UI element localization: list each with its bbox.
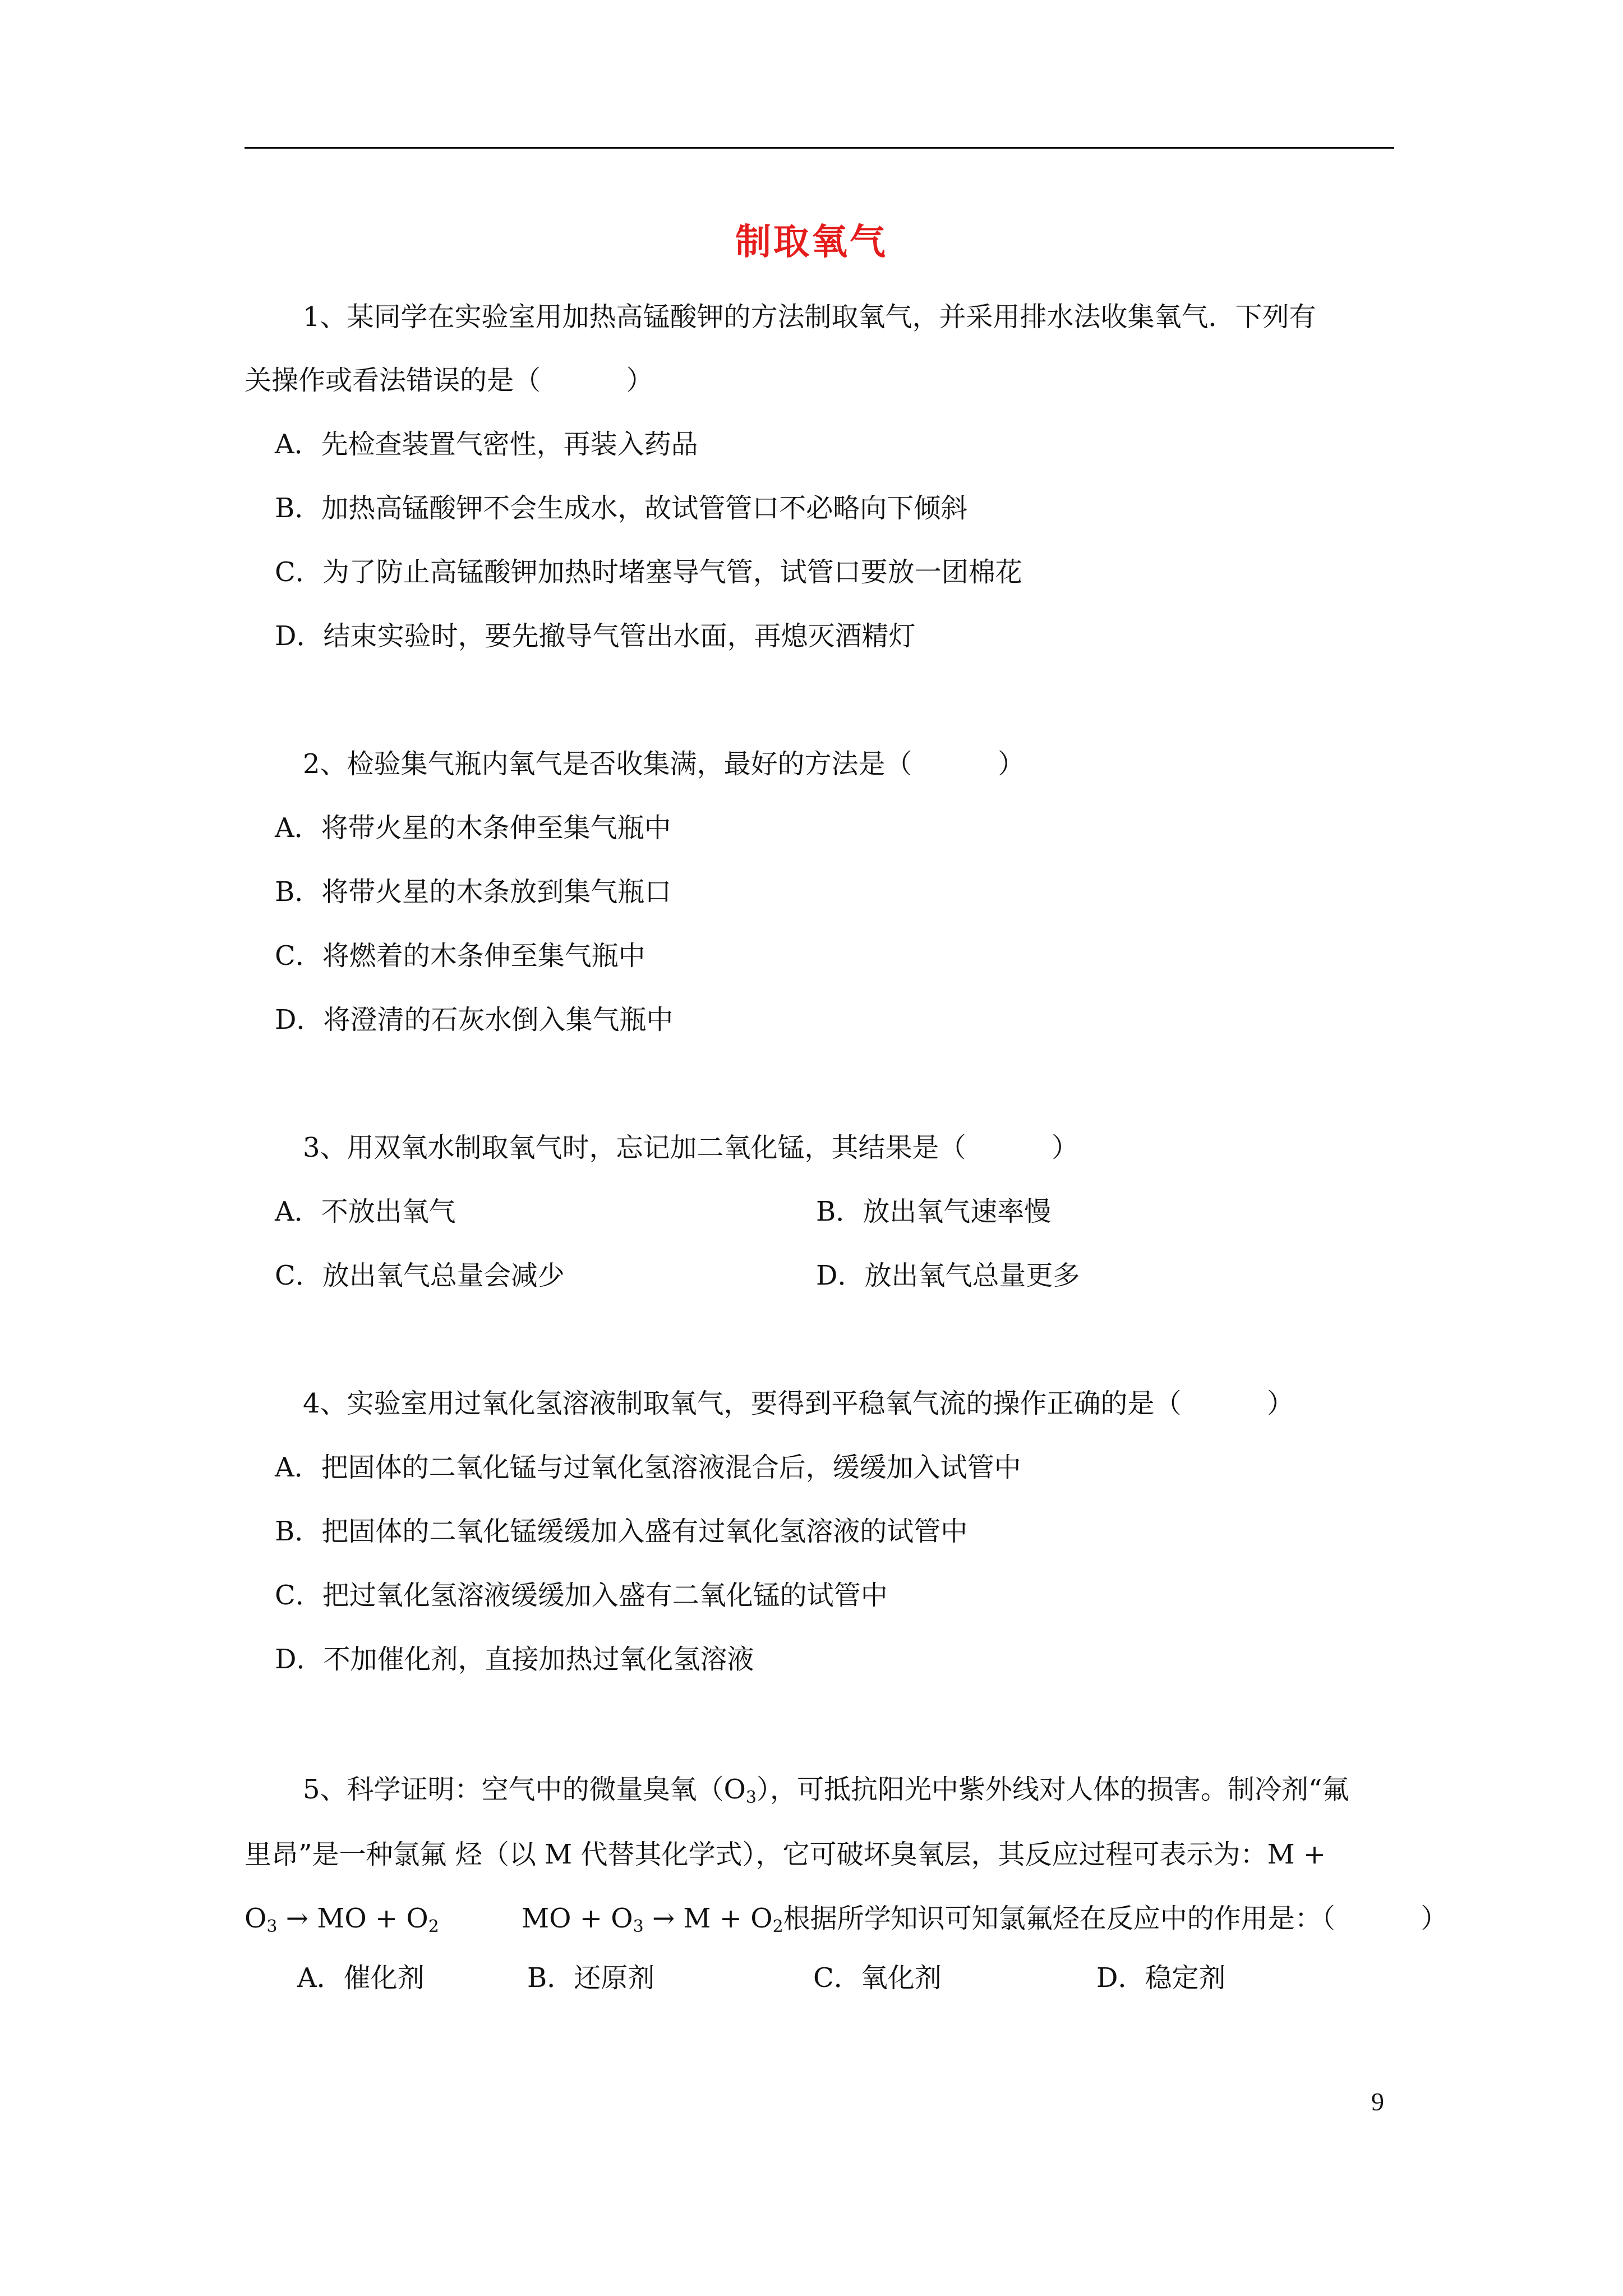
- q1-stem-line2: 关操作或看法错误的是（ ）: [245, 365, 653, 396]
- q1-option-a: A．先检查装置气密性，再装入药品: [275, 429, 698, 460]
- q4-option-a: A．把固体的二氧化锰与过氧化氢溶液混合后，缓缓加入试管中: [275, 1452, 1021, 1483]
- q4-option-d: D．不加催化剂，直接加热过氧化氢溶液: [275, 1644, 754, 1675]
- q2-stem: 2、检验集气瓶内氧气是否收集满，最好的方法是（ ）: [303, 748, 1025, 780]
- q5-equation-1: $O_3$ → MO + $O_2$: [245, 1903, 439, 1936]
- q1-option-b: B．加热高锰酸钾不会生成水，故试管管口不必略向下倾斜: [275, 493, 968, 524]
- q1-stem-line1: 1、某同学在实验室用加热高锰酸钾的方法制取氧气，并采用排水法收集氧气．下列有: [303, 301, 1316, 333]
- q1-option-d: D．结束实验时，要先撤导气管出水面，再熄灭酒精灯: [275, 620, 916, 652]
- q4-stem: 4、实验室用过氧化氢溶液制取氧气，要得到平稳氧气流的操作正确的是（ ）: [303, 1388, 1294, 1419]
- q2-option-d: D．将澄清的石灰水倒入集气瓶中: [275, 1004, 674, 1036]
- q2-option-c: C．将燃着的木条伸至集气瓶中: [275, 940, 645, 972]
- header-rule: [245, 147, 1394, 149]
- q3-option-d: D．放出氧气总量更多: [816, 1260, 1080, 1291]
- q3-stem: 3、用双氧水制取氧气时，忘记加二氧化锰，其结果是（ ）: [303, 1132, 1079, 1163]
- page-title: 制取氧气: [735, 221, 888, 263]
- q5-option-a: A．催化剂: [297, 1962, 425, 1994]
- q1-option-c: C．为了防止高锰酸钾加热时堵塞导气管，试管口要放一团棉花: [275, 556, 1022, 588]
- q4-option-c: C．把过氧化氢溶液缓缓加入盛有二氧化锰的试管中: [275, 1580, 888, 1611]
- q4-option-b: B．把固体的二氧化锰缓缓加入盛有过氧化氢溶液的试管中: [275, 1516, 968, 1547]
- q5-option-c: C．氧化剂: [813, 1962, 942, 1994]
- q5-equation-2: MO + $O_3 \to M + O_2$根据所学知识可知氯氟烃在反应中的作用是：（ ）: [522, 1903, 1448, 1936]
- page-number: 9: [1371, 2087, 1384, 2116]
- q3-option-b: B．放出氧气速率慢: [816, 1196, 1052, 1227]
- q2-option-a: A．将带火星的木条伸至集气瓶中: [275, 812, 671, 844]
- q3-option-c: C．放出氧气总量会减少: [275, 1260, 565, 1291]
- q3-option-a: A．不放出氧气: [275, 1196, 456, 1227]
- q5-stem-line2: 里昂”是一种氯氟 烃（以 M 代替其化学式），它可破坏臭氧层，其反应过程可表示为：M +: [245, 1839, 1326, 1870]
- q5-option-b: B．还原剂: [527, 1962, 655, 1994]
- q5-stem-line1: 5、科学证明：空气中的微量臭氧$(O_3)$，可抵抗阳光中紫外线对人体的损害。制冷剂“氟: [303, 1774, 1349, 1807]
- q2-option-b: B．将带火星的木条放到集气瓶口: [275, 876, 672, 908]
- q5-option-d: D．稳定剂: [1096, 1962, 1226, 1994]
